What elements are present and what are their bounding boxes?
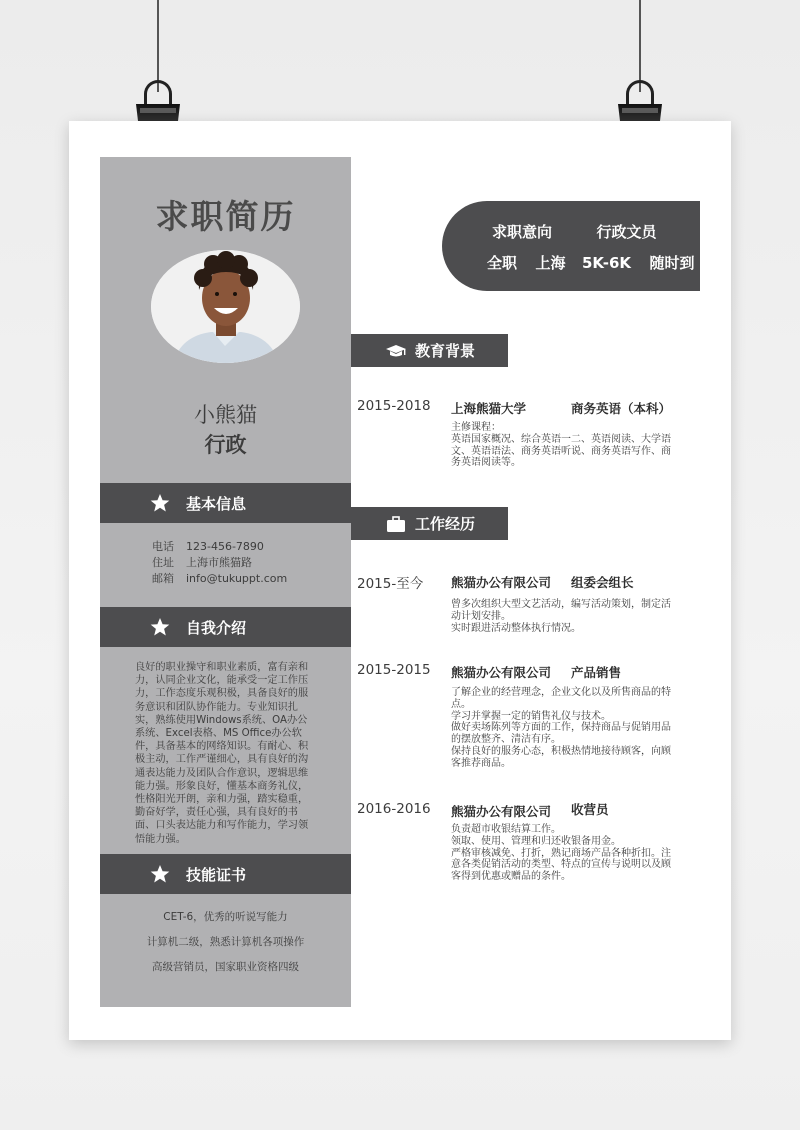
entry-date: 2015-2018: [357, 398, 431, 414]
info-label: 邮箱: [152, 572, 174, 585]
basic-info-heading: [100, 483, 351, 523]
entry-description: 曾多次组织大型文艺活动，编写活动策划，制定活动计划安排。 实时跟进活动整体执行情况。: [451, 599, 671, 634]
job-intention-details: [487, 252, 695, 273]
info-value: info@tukuppt.com: [186, 572, 288, 585]
info-label: 电话: [152, 540, 174, 553]
person-role: 行政: [204, 433, 247, 457]
education-heading-label: 教育背景: [415, 342, 476, 360]
work-heading-label: 工作经历: [415, 515, 476, 533]
entry-date: 2016-2016: [357, 801, 431, 817]
star-icon: [150, 493, 170, 513]
skill-item: 高级营销员，国家职业资格四级: [152, 961, 299, 973]
entry-description: 主修课程： 英语国家概况、综合英语一二、英语阅读、大学语文、英语语法、商务英语听说、商务英语写作、商务英语阅读等。: [451, 422, 671, 469]
skill-item: 计算机二级，熟悉计算机各项操作: [146, 936, 305, 948]
entry-position: 产品销售: [571, 665, 622, 680]
info-value: 123-456-7890: [186, 540, 264, 553]
hanging-string-left: [157, 0, 159, 92]
sidebar: [100, 157, 351, 1007]
skill-item: CET-6，优秀的听说写能力: [163, 911, 288, 923]
info-row-address: [152, 555, 287, 571]
info-value: 上海市熊猫路: [186, 556, 252, 569]
entry-date: 2015-至今: [357, 576, 424, 592]
skills-list: [100, 905, 351, 980]
intent-availability: 随时到: [649, 254, 695, 272]
self-intro-heading-label: 自我介绍: [186, 618, 247, 637]
info-row-email: [152, 571, 287, 587]
entry-major: 商务英语（本科）: [571, 401, 672, 416]
self-intro-text: 良好的职业操守和职业素质，富有亲和力，认同企业文化，能承受一定工作压力，工作态度乐观积极，具备良好的服务意识和团队协作能力。专业知识扎实，熟练使用Windows系统、OA办公系统、Excel表格、MS Office办公软件，具备基本的网络知识。有耐心、积极主动，工作严谨细心，具有良好的沟通表达能力及团队合作意识，逻辑思维能力强。形象良好，懂基本商务礼仪，性格阳光开朗，亲和力强，踏实稳重，勤奋好学，责任心强，具有良好的书面、口头表达能力和写作能力，学习领悟能力强。: [135, 662, 309, 845]
entry-company: 熊猫办公有限公司: [451, 804, 552, 819]
person-name: 小熊猫: [194, 403, 257, 427]
self-intro-heading: [100, 607, 351, 647]
skills-heading: [100, 854, 351, 894]
resume-paper: [69, 121, 731, 1040]
star-icon: [150, 617, 170, 637]
intent-city: 上海: [535, 254, 566, 272]
intent-salary: 5K-6K: [581, 254, 632, 272]
skills-heading-label: 技能证书: [186, 865, 247, 884]
intent-label: 求职意向: [492, 223, 553, 241]
page-title: 求职简历: [155, 197, 296, 236]
education-heading: [351, 334, 508, 367]
entry-position: 收营员: [571, 802, 609, 817]
info-label: 住址: [152, 556, 174, 569]
entry-company: 熊猫办公有限公司: [451, 665, 552, 680]
entry-position: 组委会组长: [571, 575, 634, 590]
entry-company: 熊猫办公有限公司: [451, 575, 552, 590]
basic-info-list: [152, 539, 287, 587]
entry-school: 上海熊猫大学: [451, 401, 527, 416]
intent-position: 行政文员: [596, 223, 657, 241]
briefcase-icon: [385, 515, 407, 533]
avatar: [151, 250, 300, 363]
job-intention-row: [492, 221, 657, 242]
hanging-string-right: [639, 0, 641, 92]
info-row-phone: [152, 539, 287, 555]
basic-info-heading-label: 基本信息: [186, 494, 247, 513]
entry-description: 负责超市收银结算工作。 领取、使用、管理和归还收银备用金。 严格审核减免、打折，熟记商场产品各种折扣。注意各类促销活动的类型、特点的宣传与说明以及顾客得到优惠或赠品的条件。: [451, 824, 671, 883]
graduation-cap-icon: [385, 342, 407, 360]
entry-description: 了解企业的经营理念，企业文化以及所售商品的特点。 学习并掌握一定的销售礼仪与技术。 做好卖场陈列等方面的工作，保持商品与促销用品的摆放整齐、清洁有序。 保持良好的服务心态，积极热情地接待顾客，向顾客推荐商品。: [451, 687, 671, 769]
star-icon: [150, 864, 170, 884]
entry-date: 2015-2015: [357, 662, 431, 678]
intent-type: 全职: [487, 254, 518, 272]
job-intention-banner: [442, 201, 700, 291]
work-heading: [351, 507, 508, 540]
